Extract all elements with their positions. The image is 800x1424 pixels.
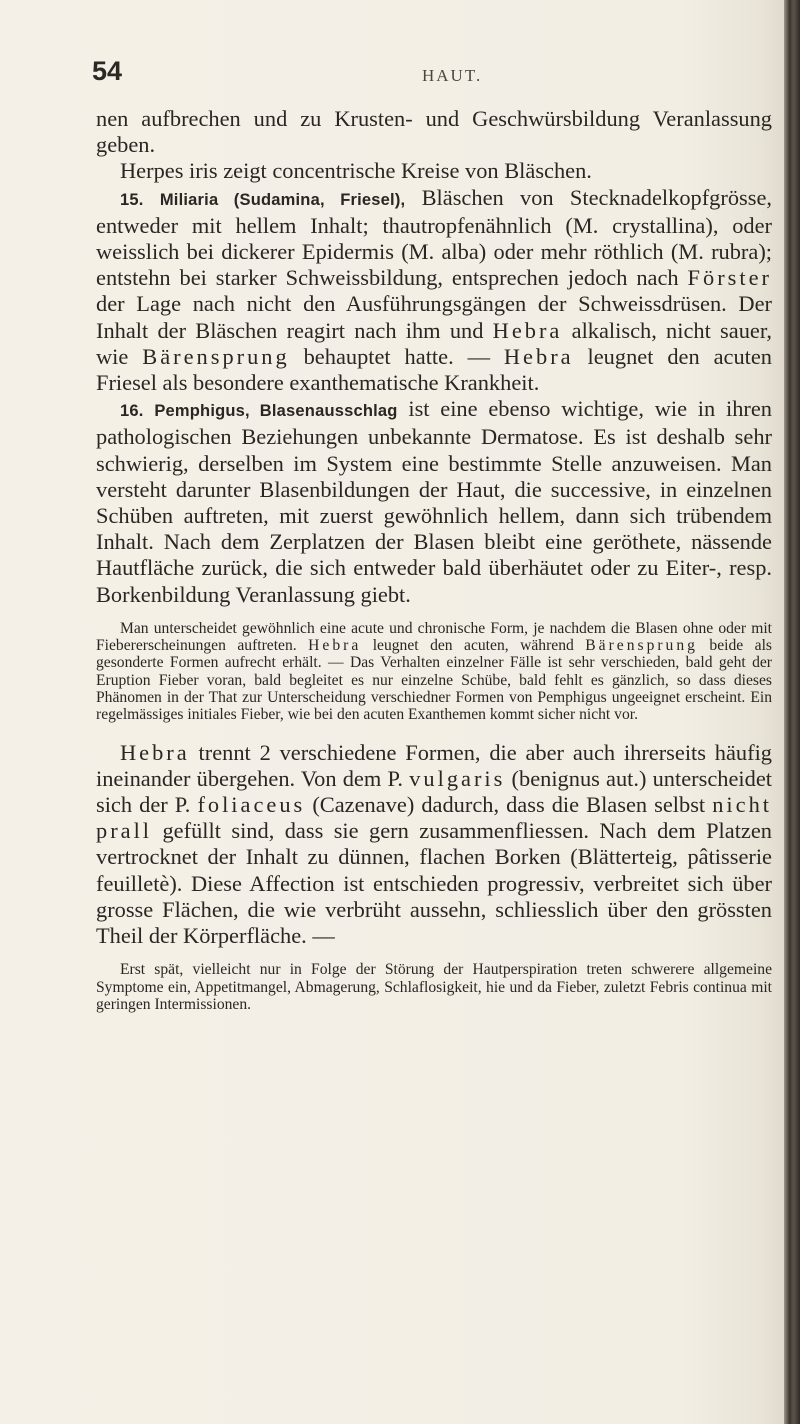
text-run: ist eine ebenso wichtige, wie in ihren pathologischen Beziehungen unbekannte Dermatose. Es ist deshalb sehr schwierig, derselben im System eine bestimmte Stelle anzuweisen. Man versteht darunter Blasenbildungen der Haut, die successive, in einzelnen Schüben auftreten, mit zuerst gewöhnlich hellem, dann sich trübendem Inhalt. Nach dem Zerplatzen der Blasen bleibt eine geröthete, nässende Hautfläche zurück, die sich entweder bald überhäutet oder zu Eiter-, resp. Borkenbildung Veranlassung giebt. bbox=[96, 396, 772, 607]
section-number: 15. bbox=[120, 190, 144, 209]
emphasized-term: nicht prall bbox=[96, 792, 773, 844]
emphasized-term: foliaceus bbox=[197, 792, 306, 818]
text-run: Bläschen von Stecknadelkopfgrösse, entweder mit hellem Inhalt; thautropfenähnlich (M. crystallina), oder weisslich bei dickerer Epidermis (M. alba) oder mehr röthlich (M. rubra); entstehn bei starker Schweissbildung, entsprechen jedoch nach bbox=[96, 184, 772, 291]
body-text bbox=[96, 106, 772, 1013]
section-heading-pemphigus: Pemphigus, Blasenausschlag bbox=[154, 402, 398, 421]
text-run: beide als gesonderte Formen aufrecht erhält. — Das Verhalten einzelner Fälle ist sehr verschieden, bald geht der Eruption Fieber voran, bald begleitet es nur einzelne Schübe, bald fehlt es gänzlich, so dass dieses Phänomen in der That zur Unterscheidung verschiedner Formen von Pemphigus ungeeignet erscheint. Ein regelmässiges initiales Fieber, wie bei den acuten Exanthemen kommt sicher nicht vor. bbox=[96, 637, 772, 724]
page-number: 54 bbox=[92, 56, 123, 86]
text-run: (Cazenave) dadurch, dass die Blasen selbst bbox=[312, 792, 706, 818]
text-run: nen aufbrechen und zu Krusten- und Geschwürsbildung Veranlassung geben. bbox=[96, 106, 772, 158]
paragraph-continuation bbox=[96, 106, 772, 158]
running-title: HAUT. bbox=[422, 66, 483, 85]
paragraph-pemphigus bbox=[96, 396, 772, 608]
author-name: Bärensprung bbox=[142, 343, 290, 369]
author-name: Hebra bbox=[308, 637, 362, 655]
small-print-paragraph bbox=[96, 620, 772, 724]
spacer bbox=[96, 949, 772, 961]
paragraph-hebra-forms bbox=[96, 740, 772, 950]
small-print-paragraph bbox=[96, 961, 772, 1013]
text-run: leugnet den acuten Friesel als besondere exanthematische Krankheit. bbox=[96, 343, 772, 396]
text-run: Erst spät, vielleicht nur in Folge der Störung der Hautperspiration treten schwerere allgemeine Symptome ein, Appetitmangel, Abmagerung, Schlaflosigkeit, hie und da Fieber, zuletzt Febris continua mit geringen Intermissionen. bbox=[96, 961, 772, 1013]
section-heading-miliaria: Miliaria (Sudamina, Friesel), bbox=[159, 190, 406, 209]
text-run: trennt 2 verschiedene Formen, die aber auch ihrerseits häufig ineinander übergehen. Von dem P. bbox=[96, 739, 772, 791]
text-run: (benignus aut.) unterscheidet sich der P. bbox=[96, 765, 772, 818]
section-number: 16. bbox=[120, 402, 144, 421]
author-name: Hebra bbox=[503, 343, 574, 369]
text-run: der Lage nach nicht den Ausführungsgängen der Schweissdrüsen. Der Inhalt der Bläschen reagirt nach ihm und bbox=[96, 291, 772, 343]
spacer bbox=[96, 724, 772, 740]
spacer bbox=[96, 608, 772, 620]
text-run: Herpes iris zeigt concentrische Kreise von Bläschen. bbox=[120, 158, 592, 184]
running-head bbox=[92, 56, 752, 96]
author-name: Bärensprung bbox=[585, 637, 698, 655]
text-run: Man unterscheidet gewöhnlich eine acute und chronische Form, je nachdem die Blasen ohne oder mit Fiebererscheinungen auftreten. bbox=[96, 619, 772, 655]
paragraph-herpes-iris bbox=[96, 158, 772, 184]
text-run: leugnet den acuten, während bbox=[372, 637, 574, 655]
emphasized-term: vulgaris bbox=[409, 765, 506, 791]
author-name: Hebra bbox=[492, 317, 563, 343]
text-run: gefüllt sind, dass sie gern zusammenfliessen. Nach dem Platzen vertrocknet der Inhalt zu dünnen, flachen Borken (Blätterteig, pâtisserie feuilletè). Diese Affection ist entschieden progressiv, verbreitet sich über grosse Flächen, die wie verbrüht aussehn, schliesslich über den grössten Theil der Körperfläche. — bbox=[96, 818, 772, 949]
text-run: behauptet hatte. — bbox=[303, 343, 490, 369]
author-name: Förster bbox=[687, 265, 772, 291]
author-name: Hebra bbox=[120, 739, 190, 765]
text-run: alkalisch, nicht sauer, wie bbox=[96, 317, 772, 369]
page-edge-shadow bbox=[784, 0, 800, 1424]
paragraph-miliaria bbox=[96, 185, 772, 397]
